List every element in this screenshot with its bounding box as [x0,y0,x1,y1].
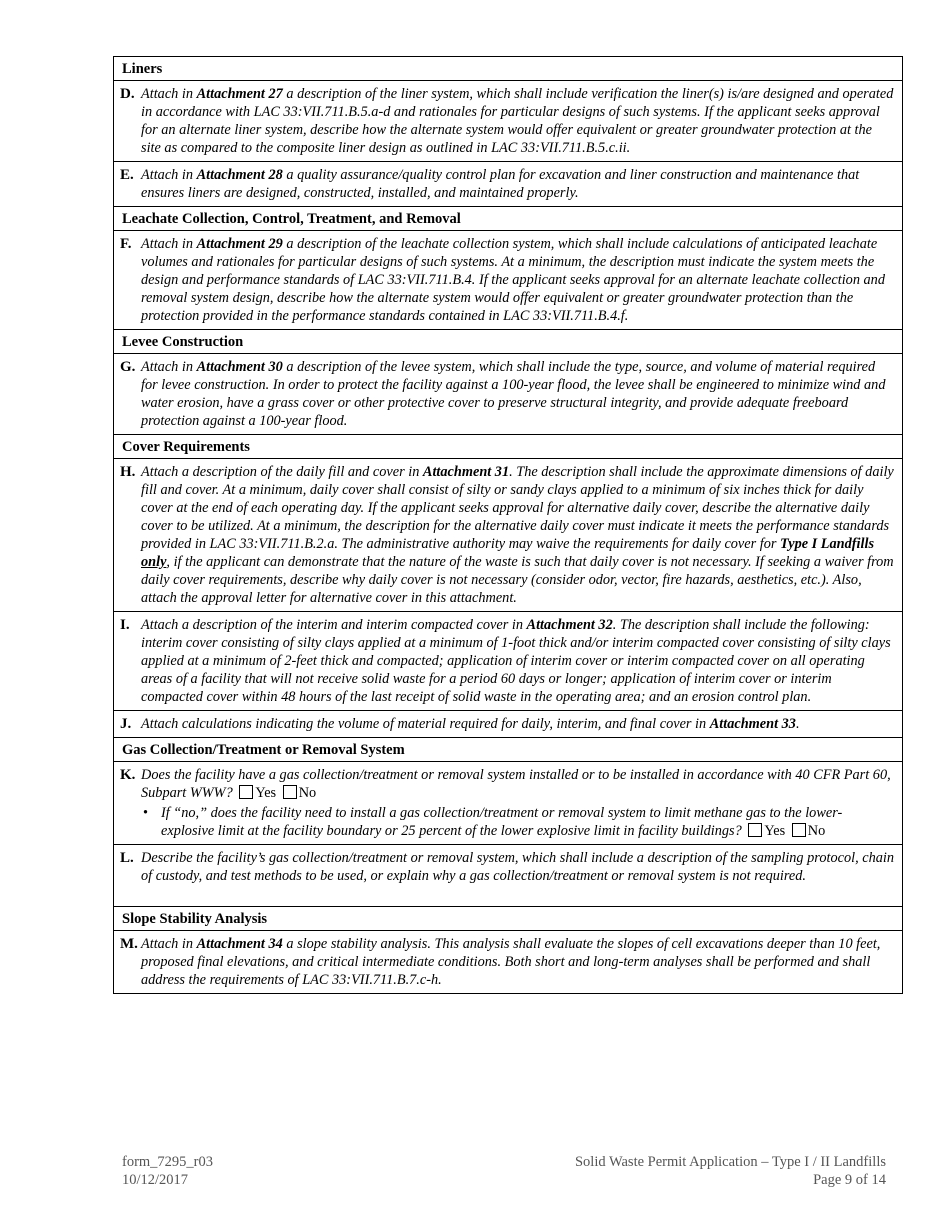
bullet-text: If “no,” does the facility need to install a gas collection/treatment or removal system to limit methane gas to the lower-explosive limit at the facility boundary or 25 percent of the lower explosive limit in facility buildings? [161,805,843,839]
attachment-ref: Attachment 28 [196,167,283,183]
section-header-leachate: Leachate Collection, Control, Treatment, and Removal [114,207,902,231]
item-letter: I. [120,617,130,633]
bullet-item [141,804,894,840]
gas-system-no-checkbox[interactable] [283,785,297,799]
attachment-ref: Attachment 30 [196,359,283,375]
item-text: Attach a description of the interim and interim compacted cover in [141,617,527,633]
footer-right [480,1153,886,1189]
only-emphasis: only [141,554,167,570]
item-text: a description of the liner system, which shall include verification the liner(s) is/are designed and operated in accordance with LAC 33:VII.711.B.5.a-d and rationales for particular designs of such systems. If the applicant seeks approval for an alternate liner system, describe how the alternate system would offer equivalent or greater groundwater protection at the site as compared to the composite liner design as outlined in LAC 33:VII.711.B.5.c.ii. [141,86,894,156]
bullet-dot: • [143,805,149,821]
methane-yes-checkbox[interactable] [748,823,762,837]
item-i [114,612,902,711]
yes-label: Yes [255,785,277,801]
permit-form-table [113,56,903,994]
methane-no-checkbox[interactable] [792,823,806,837]
item-j [114,711,902,738]
form-title: Solid Waste Permit Application – Type I / II Landfills [574,1154,886,1170]
item-text: . The description shall include the approximate dimensions of daily fill and cover. At a minimum, daily cover shall consist of silty or sandy clays applied to a minimum of six inches thick for daily cover at the end of each operating day. If the applicant seeks approval for alternative daily cover, describe the alternative daily cover to be utilized. At a minimum, the description for the alternative daily cover must indicate it meets the performance standards provided in LAC 33:VII.711.B.2.a. The administrative authority may waive the requirements for daily cover for [141,464,894,552]
item-k [114,762,902,845]
page-number: Page 9 of 14 [813,1172,886,1188]
item-f [114,231,902,330]
item-text: Describe the facility’s gas collection/treatment or removal system, which shall include a description of the sampling protocol, chain of custody, and test methods to be used, or explain why a gas collection/treatment or removal system is not required. [141,850,894,884]
item-text: , if the applicant can demonstrate that the nature of the waste is such that daily cover is not necessary. If seeking a waiver from daily cover requirements, describe why daily cover is not necessary (consider odor, vector, fire hazards, aesthetics, etc.). Also, attach the approval letter for alternative cover in this attachment. [141,554,894,606]
item-question: Does the facility have a gas collection/treatment or removal system installed or to be installed in accordance with 40 CFR Part 60, Subpart WWW? [141,767,891,801]
item-letter: L. [120,850,134,866]
section-header-liners: Liners [114,57,902,81]
attachment-ref: Attachment 34 [196,936,283,952]
item-letter: D. [120,86,135,102]
section-header-slope: Slope Stability Analysis [114,907,902,931]
no-label: No [807,823,826,839]
item-letter: K. [120,767,136,783]
item-text: a quality assurance/quality control plan for excavation and liner construction and maintenance that ensures liners are designed, constructed, installed, and maintained properly. [141,167,860,201]
item-e [114,162,902,207]
attachment-ref: Attachment 27 [196,86,283,102]
no-label: No [298,785,317,801]
item-letter: G. [120,359,136,375]
item-text: Attach a description of the daily fill and cover in [141,464,423,480]
item-text: Attach in [141,86,197,102]
item-m [114,931,902,993]
section-header-levee: Levee Construction [114,330,902,354]
item-h [114,459,902,612]
item-d [114,81,902,162]
item-g [114,354,902,435]
form-date: 10/12/2017 [122,1172,189,1188]
item-text: Attach in [141,359,197,375]
item-letter: H. [120,464,136,480]
attachment-ref: Attachment 33 [709,716,796,732]
section-header-cover: Cover Requirements [114,435,902,459]
attachment-ref: Attachment 31 [422,464,510,480]
item-text: Attach in [141,167,197,183]
yes-label: Yes [764,823,786,839]
footer-left [122,1153,213,1189]
item-letter: J. [120,716,132,732]
item-text: a description of the leachate collection system, which shall include calculations of anticipated leachate volumes and rationales for particular designs of such systems. At a minimum, the description must indicate the system meets the design and performance standards of LAC 33:VII.711.B.4. If the applicant seeks approval for an alternate leachate collection and removal system design, describe how the alternate system would offer equivalent or greater groundwater protection than the protection provided in the performance standards contained in LAC 33:VII.711.B.4.f. [141,236,885,324]
item-text: Attach calculations indicating the volume of material required for daily, interim, and final cover in [141,716,710,732]
attachment-ref: Attachment 32 [526,617,613,633]
form-id: form_7295_r03 [122,1154,214,1170]
landfill-type: Type I Landfills [780,536,875,552]
item-text: a description of the levee system, which shall include the type, source, and volume of material required for levee construction. In order to protect the facility against a 100-year flood, the levee shall be engineered to minimize wind and water erosion, have a grass cover or other protective cover to preserve structural integrity, and provide adequate freeboard protection against a 100-year flood. [141,359,886,429]
item-text: . [795,716,800,732]
item-text: a slope stability analysis. This analysis shall evaluate the slopes of cell excavations deeper than 10 feet, proposed final elevations, and critical intermediate conditions. Both short and long-term analyses shall be performed and shall address the requirements of LAC 33:VII.711.B.7.c-h. [141,936,881,988]
attachment-ref: Attachment 29 [196,236,283,252]
item-letter: M. [120,936,138,952]
item-letter: E. [120,167,134,183]
item-text: Attach in [141,236,197,252]
item-letter: F. [120,236,132,252]
item-l [114,845,902,907]
section-header-gas: Gas Collection/Treatment or Removal System [114,738,902,762]
item-text: Attach in [141,936,197,952]
gas-system-yes-checkbox[interactable] [239,785,253,799]
item-text: . The description shall include the following: interim cover consisting of silty clays applied at a minimum of 1-foot thick and/or interim compacted cover consisting of silty clays applied at a minimum of 2-feet thick and compacted; application of interim cover or interim compacted cover on all operating areas of a facility that will not receive solid waste for a period 60 days or longer; application of interim cover or interim compacted cover within 48 hours of the last receipt of solid waste in the operating area; and an erosion control plan. [141,617,891,705]
